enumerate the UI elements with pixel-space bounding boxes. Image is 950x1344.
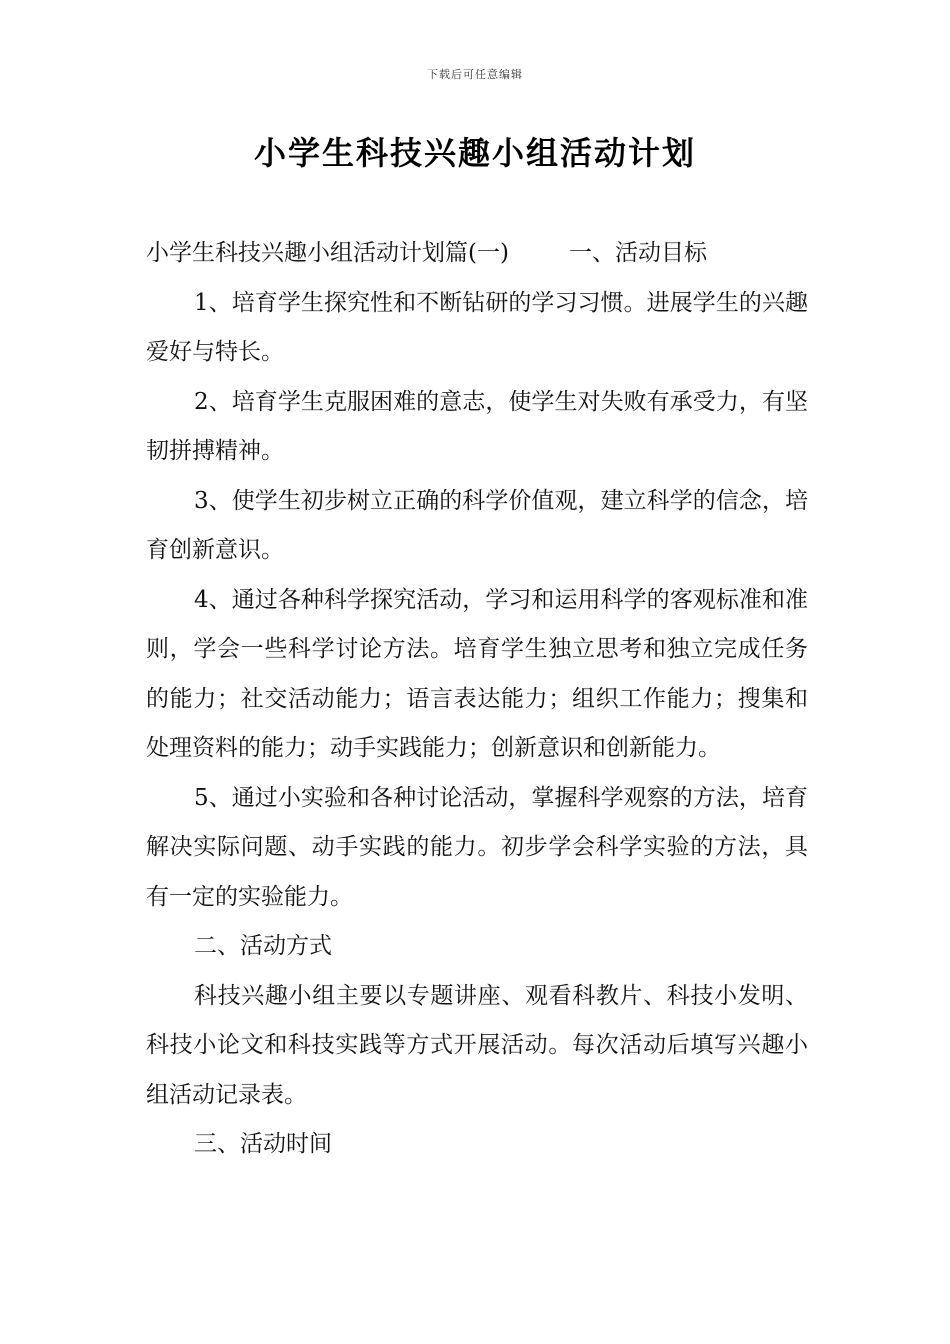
section-heading-goals: 一、活动目标 <box>568 240 707 266</box>
paragraph-goal-4: 4、通过各种科学探究活动，学习和运用科学的客观标准和准则，学会一些科学讨论方法。培育学生独立思考和独立完成任务的能力；社交活动能力；语言表达能力；组织工作能力；搜集和处理资料的能力；动手实践能力；创新意识和创新能力。 <box>146 586 808 761</box>
paragraph-method: 科技兴趣小组主要以专题讲座、观看科教片、科技小发明、科技小论文和科技实践等方式开展活动。每次活动后填写兴趣小组活动记录表。 <box>146 982 808 1108</box>
paragraph-goal-3: 3、使学生初步树立正确的科学价值观，建立科学的信念，培育创新意识。 <box>146 487 808 563</box>
document-body <box>146 229 808 1170</box>
paragraph-goal-2: 2、培育学生克服困难的意志，使学生对失败有承受力，有坚韧拼搏精神。 <box>146 388 808 464</box>
paragraph-goal-5: 5、通过小实验和各种讨论活动，掌握科学观察的方法，培育解决实际问题、动手实践的能力。初步学会科学实验的方法，具有一定的实验能力。 <box>146 784 808 910</box>
part-title: 小学生科技兴趣小组活动计划篇(一) <box>146 240 509 266</box>
section-heading-method: 二、活动方式 <box>194 933 332 959</box>
header-note: 下载后可任意编辑 <box>427 68 523 81</box>
document-title: 小学生科技兴趣小组活动计划 <box>253 134 696 172</box>
first-line <box>146 229 808 279</box>
section-heading-time: 三、活动时间 <box>194 1131 332 1157</box>
paragraph-goal-1: 1、培育学生探究性和不断钻研的学习习惯。进展学生的兴趣爱好与特长。 <box>146 289 808 365</box>
